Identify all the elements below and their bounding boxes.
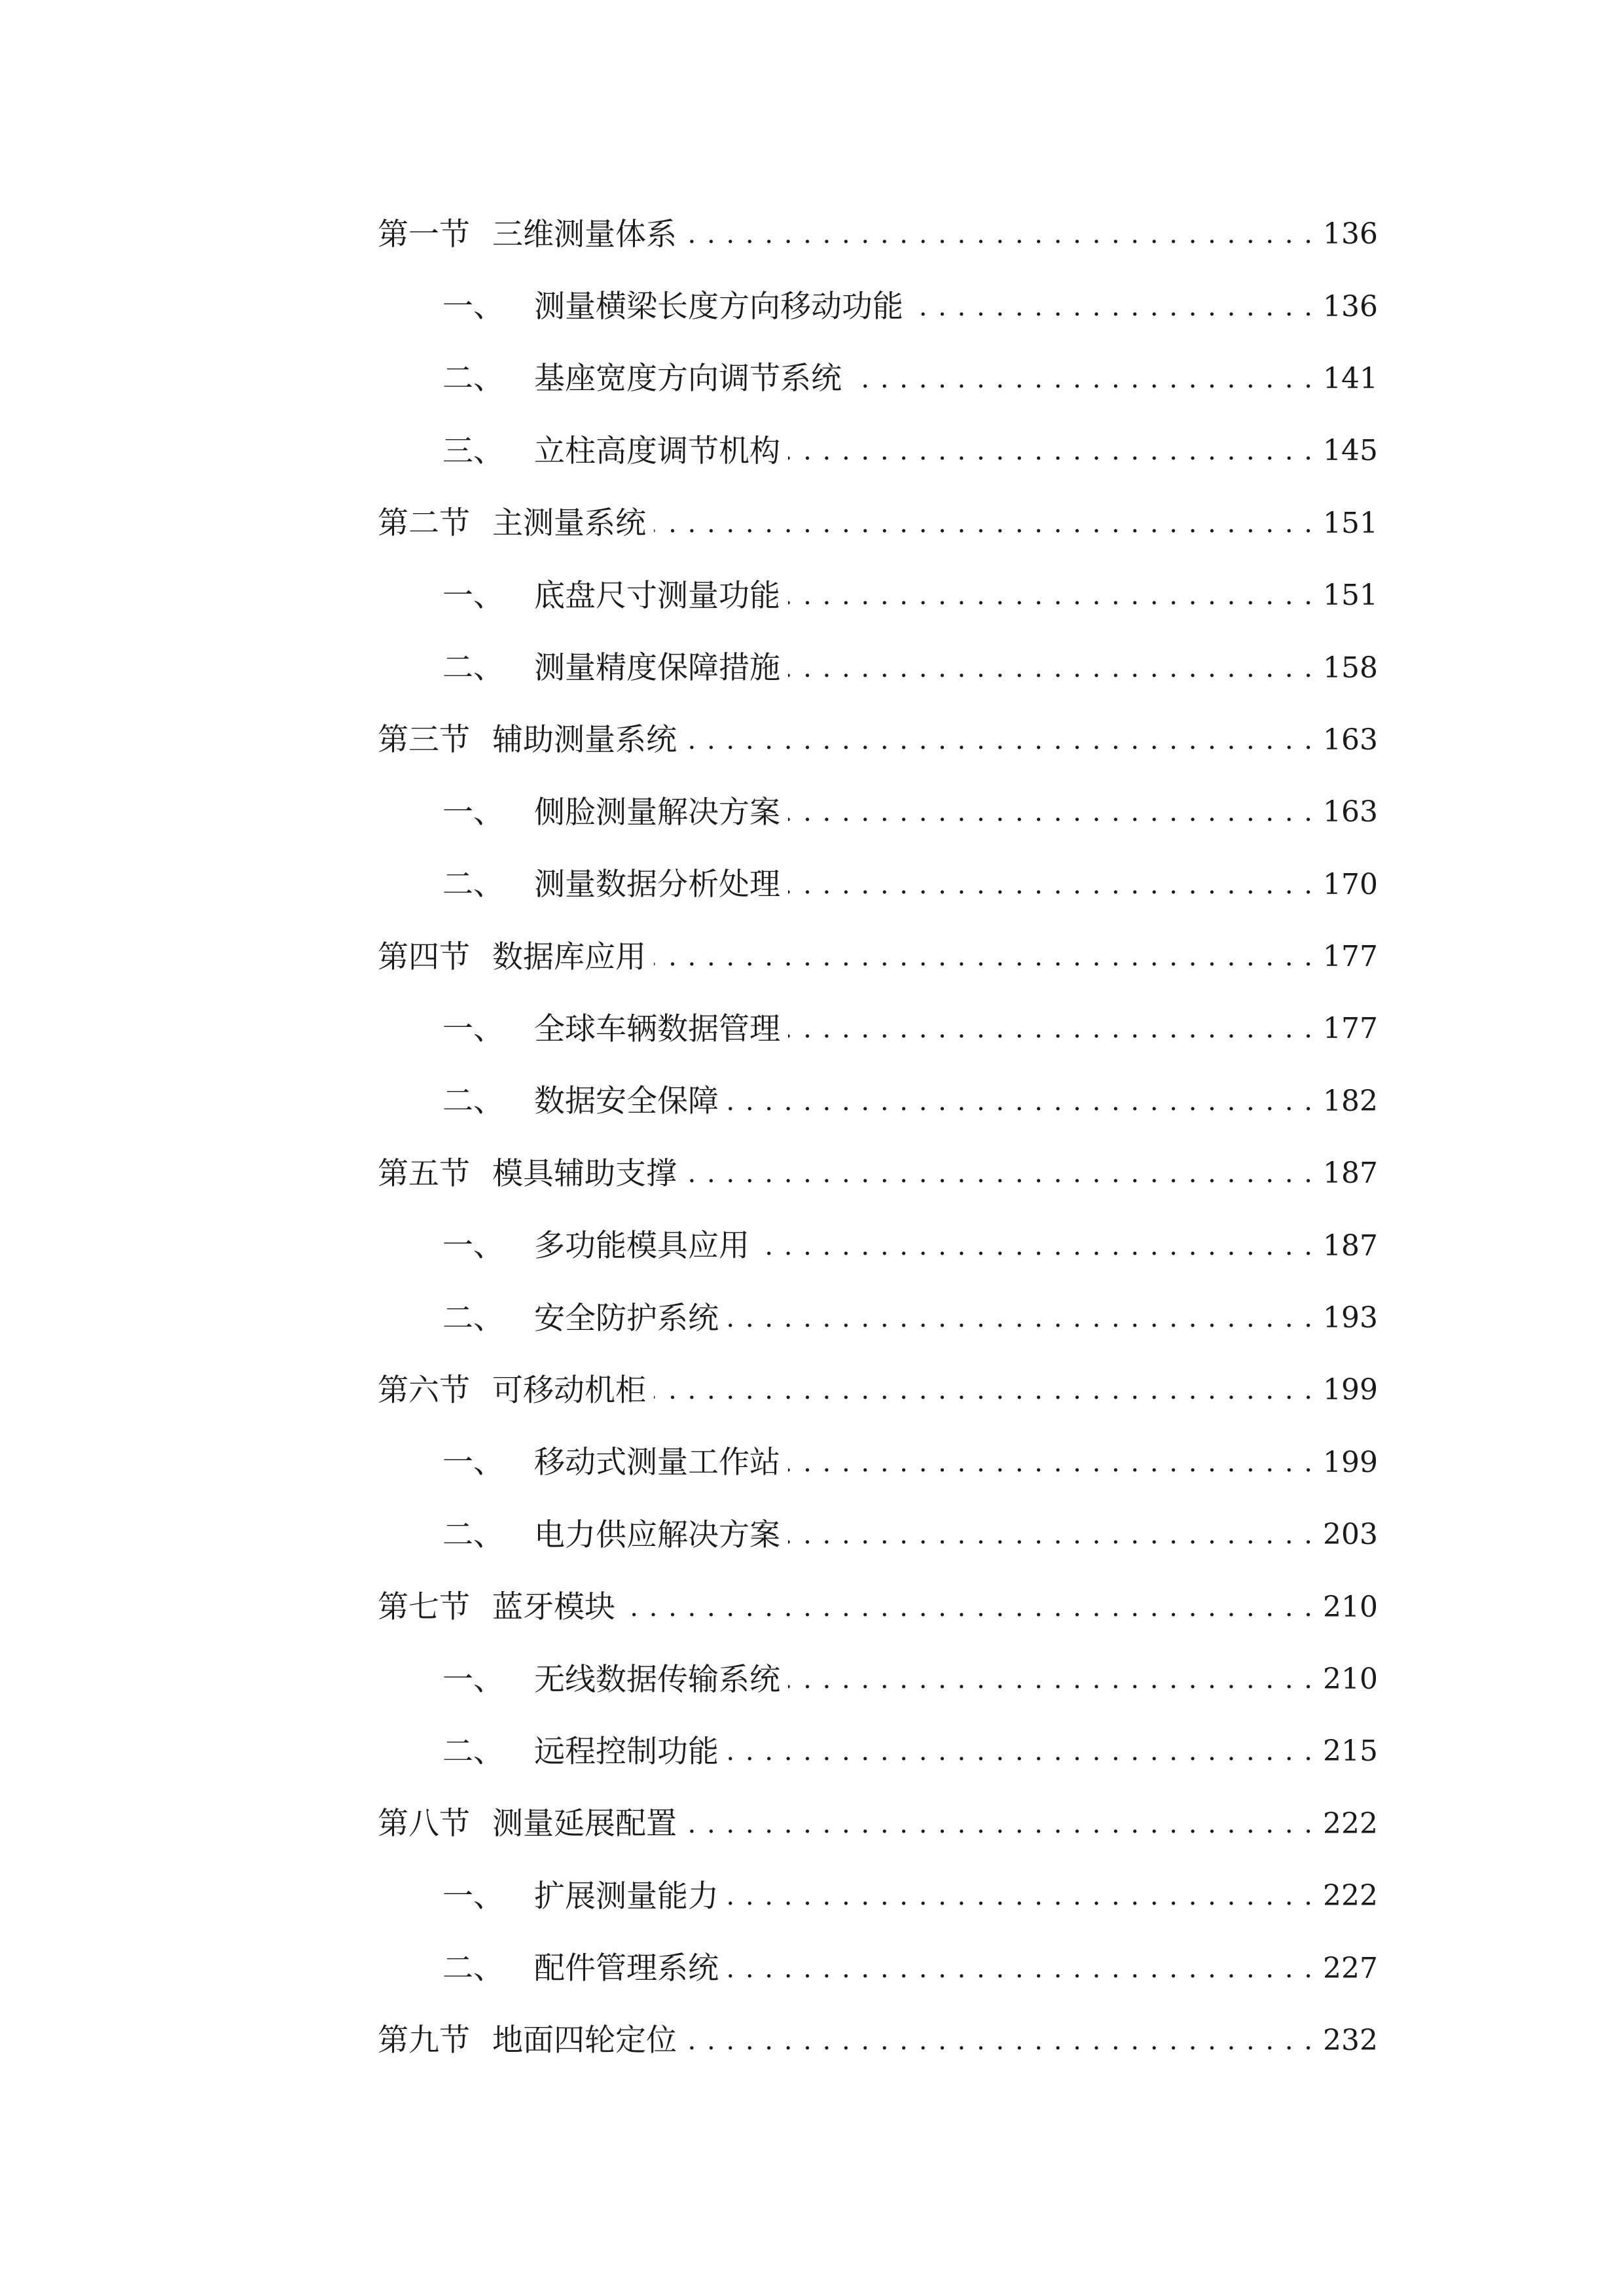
entry-label [442,1011,780,1047]
entry-label [378,505,646,542]
toc-section-entry[interactable] [378,1354,1378,1426]
dot-leader [654,1377,1314,1403]
entry-label [442,650,780,687]
entry-number: 二、 [442,1083,504,1120]
entry-page-number: 136 [1323,217,1378,251]
toc-sub-entry[interactable] [378,1210,1378,1282]
entry-page-number: 163 [1323,723,1378,757]
dot-leader [623,1594,1314,1621]
entry-number: 第三节 [378,722,470,759]
entry-label [378,1372,646,1408]
entry-label [378,1806,677,1842]
entry-title: 测量数据分析处理 [534,867,780,903]
entry-label [442,1444,780,1481]
dot-leader [654,944,1314,970]
dot-leader [685,1811,1314,1837]
toc-sub-entry[interactable] [378,1282,1378,1354]
entry-number: 三、 [442,433,504,469]
entry-page-number: 151 [1323,506,1378,540]
entry-title: 测量精度保障措施 [534,650,780,687]
entry-number: 一、 [442,577,504,614]
toc-sub-entry[interactable] [378,343,1378,415]
entry-number: 第九节 [378,2022,470,2059]
entry-page-number: 170 [1323,867,1378,901]
dot-leader [850,366,1314,392]
toc-sub-entry[interactable] [378,270,1378,342]
dot-leader [788,655,1314,681]
entry-label [442,867,780,903]
entry-label [442,1733,719,1770]
entry-title: 辅助测量系统 [492,722,677,759]
entry-label [442,1228,749,1265]
entry-number: 第七节 [378,1589,470,1626]
entry-number: 一、 [442,1661,504,1698]
entry-title: 主测量系统 [492,505,646,542]
entry-page-number: 222 [1323,1806,1378,1840]
toc-sub-entry[interactable] [378,1932,1378,2004]
entry-label [442,794,780,831]
entry-label [442,1878,719,1914]
entry-label [442,1300,719,1336]
entry-label [378,2022,677,2059]
entry-title: 蓝牙模块 [492,1589,615,1626]
entry-number: 二、 [442,1300,504,1336]
toc-section-entry[interactable] [378,198,1378,270]
entry-title: 基座宽度方向调节系统 [534,361,842,397]
entry-number: 二、 [442,1733,504,1770]
toc-sub-entry[interactable] [378,993,1378,1065]
entry-page-number: 227 [1323,1951,1378,1985]
dot-leader [685,221,1314,247]
entry-page-number: 210 [1323,1662,1378,1696]
entry-page-number: 210 [1323,1590,1378,1624]
toc-section-entry[interactable] [378,704,1378,776]
entry-label [442,361,842,397]
entry-page-number: 158 [1323,651,1378,685]
dot-leader [757,1233,1314,1259]
entry-label [442,1516,780,1553]
toc-sub-entry[interactable] [378,776,1378,848]
entry-number: 一、 [442,794,504,831]
entry-label [442,577,780,614]
entry-page-number: 163 [1323,795,1378,829]
entry-number: 二、 [442,361,504,397]
toc-sub-entry[interactable] [378,1715,1378,1787]
entry-title: 立柱高度调节机构 [534,433,780,469]
dot-leader [685,1160,1314,1187]
entry-label [442,1661,780,1698]
dot-leader [788,1450,1314,1476]
dot-leader [788,438,1314,464]
entry-number: 第二节 [378,505,470,542]
entry-label [442,289,903,325]
toc-section-entry[interactable] [378,921,1378,993]
entry-number: 第八节 [378,1806,470,1842]
entry-page-number: 136 [1323,289,1378,323]
entry-title: 多功能模具应用 [534,1228,749,1265]
entry-page-number: 222 [1323,1879,1378,1913]
entry-label [378,939,646,975]
entry-number: 一、 [442,1878,504,1914]
toc-sub-entry[interactable] [378,1643,1378,1715]
entry-page-number: 187 [1323,1229,1378,1263]
entry-number: 二、 [442,650,504,687]
entry-number: 第四节 [378,939,470,975]
entry-title: 安全防护系统 [534,1300,719,1336]
dot-leader [788,1016,1314,1042]
entry-page-number: 145 [1323,434,1378,468]
dot-leader [727,1738,1314,1765]
entry-title: 数据库应用 [492,939,646,975]
entry-title: 远程控制功能 [534,1733,719,1770]
entry-number: 二、 [442,1516,504,1553]
entry-title: 数据安全保障 [534,1083,719,1120]
entry-number: 二、 [442,867,504,903]
dot-leader [788,1522,1314,1548]
toc-sub-entry[interactable] [378,1860,1378,1932]
dot-leader [788,583,1314,609]
entry-label [378,1155,677,1192]
entry-title: 三维测量体系 [492,216,677,253]
entry-title: 地面四轮定位 [492,2022,677,2059]
entry-page-number: 193 [1323,1301,1378,1335]
entry-title: 电力供应解决方案 [534,1516,780,1553]
entry-page-number: 199 [1323,1445,1378,1479]
entry-page-number: 203 [1323,1518,1378,1552]
entry-page-number: 177 [1323,940,1378,974]
entry-page-number: 215 [1323,1734,1378,1768]
dot-leader [788,799,1314,825]
dot-leader [788,872,1314,898]
entry-title: 移动式测量工作站 [534,1444,780,1481]
dot-leader [788,1666,1314,1693]
toc-sub-entry[interactable] [378,1066,1378,1138]
entry-title: 测量延展配置 [492,1806,677,1842]
toc-sub-entry[interactable] [378,632,1378,704]
toc-sub-entry[interactable] [378,560,1378,632]
entry-page-number: 232 [1323,2023,1378,2057]
entry-title: 无线数据传输系统 [534,1661,780,1698]
entry-number: 第五节 [378,1155,470,1192]
entry-title: 配件管理系统 [534,1950,719,1987]
entry-label [378,1589,615,1626]
toc-section-entry[interactable] [378,1571,1378,1643]
toc-sub-entry[interactable] [378,1499,1378,1571]
toc-sub-entry[interactable] [378,415,1378,487]
table-of-contents [378,198,1378,2077]
entry-number: 第一节 [378,216,470,253]
toc-section-entry[interactable] [378,1138,1378,1210]
entry-page-number: 187 [1323,1157,1378,1191]
entry-number: 一、 [442,1011,504,1047]
entry-label [442,1083,719,1120]
entry-number: 一、 [442,289,504,325]
entry-number: 一、 [442,1444,504,1481]
toc-sub-entry[interactable] [378,1427,1378,1499]
dot-leader [911,294,1314,320]
dot-leader [727,1088,1314,1115]
entry-number: 二、 [442,1950,504,1987]
dot-leader [727,1883,1314,1909]
entry-number: 第六节 [378,1372,470,1408]
entry-label [378,216,677,253]
entry-page-number: 141 [1323,361,1378,395]
dot-leader [685,2028,1314,2054]
entry-label [378,722,677,759]
entry-title: 全球车辆数据管理 [534,1011,780,1047]
entry-label [442,433,780,469]
entry-label [442,1950,719,1987]
dot-leader [727,1305,1314,1331]
dot-leader [727,1956,1314,1982]
toc-sub-entry[interactable] [378,849,1378,921]
entry-page-number: 177 [1323,1012,1378,1046]
entry-page-number: 182 [1323,1084,1378,1118]
entry-page-number: 151 [1323,579,1378,613]
entry-title: 测量横梁长度方向移动功能 [534,289,903,325]
entry-title: 可移动机柜 [492,1372,646,1408]
toc-section-entry[interactable] [378,2005,1378,2077]
entry-page-number: 199 [1323,1373,1378,1407]
entry-title: 模具辅助支撑 [492,1155,677,1192]
dot-leader [654,511,1314,537]
entry-number: 一、 [442,1228,504,1265]
toc-section-entry[interactable] [378,1788,1378,1860]
dot-leader [685,727,1314,753]
entry-title: 底盘尺寸测量功能 [534,577,780,614]
entry-title: 侧脸测量解决方案 [534,794,780,831]
toc-section-entry[interactable] [378,488,1378,560]
entry-title: 扩展测量能力 [534,1878,719,1914]
